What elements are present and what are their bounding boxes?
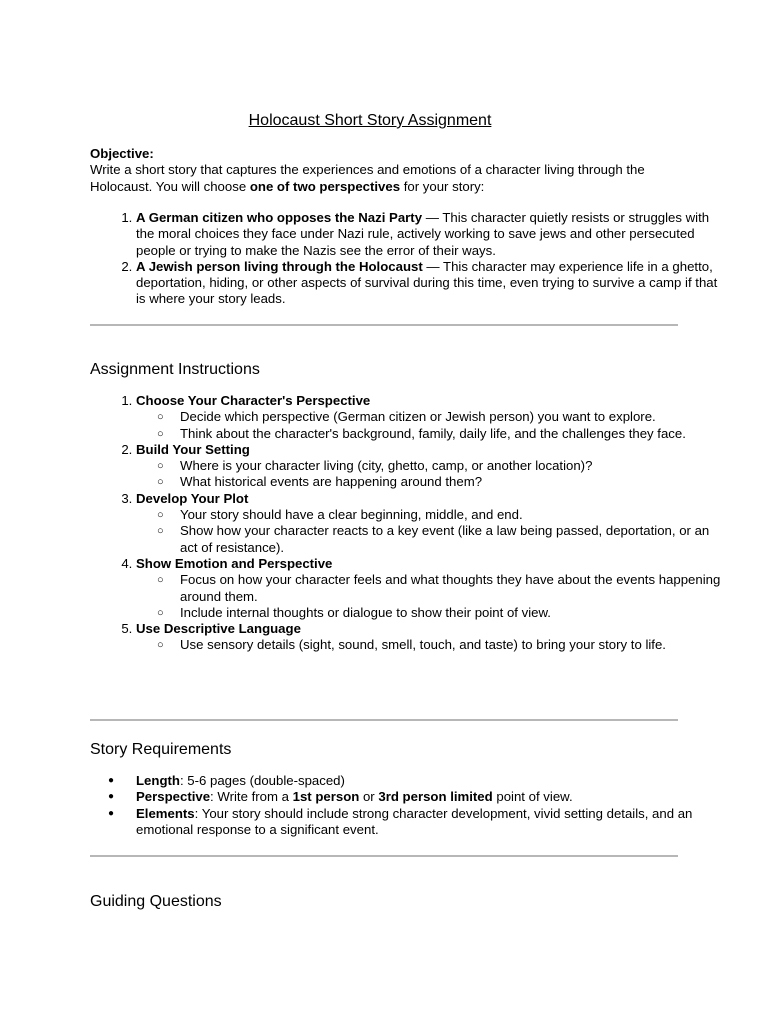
instruction-step-title: Build Your Setting [136,441,250,457]
requirement-label: Perspective [136,789,211,805]
perspective-item-jewish [136,259,726,308]
objective-section [90,146,685,195]
requirement-elements [136,806,728,839]
divider [90,719,678,721]
instruction-sublist [136,409,728,442]
perspective-description: — This character quietly resists or struggles with the moral choices they face under Nazi rule, actively working to save jews and other persecuted people or trying to make the Nazis see the error of their ways. [136,210,710,258]
perspective-description: — This character may experience life in a ghetto, deportation, hiding, or other aspects of survival during this time, even trying to survive a camp if that is where your story leads. [136,258,718,307]
objective-text-emphasis: one of two perspectives [249,178,401,194]
instruction-subitem: ○ What historical events are happening around them? [180,474,728,490]
requirement-emphasis: 3rd person limited [378,789,493,805]
objective-text [90,162,685,195]
instruction-sublist [136,507,728,556]
requirement-label: Length [136,773,180,788]
instruction-subitem: ○ Show how your character reacts to a key event (like a law being passed, deportation, or an act of resistance). [180,523,728,556]
instruction-step-title: Show Emotion and Perspective [136,555,333,571]
requirement-text: point of view. [492,789,573,805]
perspectives-list [90,210,726,308]
requirement-emphasis: 1st person [292,789,360,805]
perspective-title: A Jewish person living through the Holocaust [136,258,423,274]
divider [90,855,678,857]
requirement-text: : Write from a [210,789,293,805]
instruction-step [136,556,728,621]
instruction-subitem: ○ Where is your character living (city, ghetto, camp, or another location)? [180,458,728,474]
document-page [90,0,721,1024]
instruction-sublist [136,458,728,491]
objective-label: Objective: [90,146,154,161]
instruction-step [136,393,728,442]
instruction-step-title: Use Descriptive Language [136,621,301,637]
instruction-step-title: Choose Your Character's Perspective [136,393,371,408]
instruction-sublist [136,637,728,653]
guiding-questions-heading: Guiding Questions [90,893,222,910]
objective-text-start: Write a short story that captures the experiences and emotions of a character living through the Holocaust. You will choose [90,162,645,194]
requirement-label: Elements [136,805,195,821]
requirements-list [90,773,728,838]
instruction-subitem: ○ Focus on how your character feels and what thoughts they have about the events happening around them. [180,572,728,605]
requirements-heading: Story Requirements [90,741,232,758]
instructions-heading: Assignment Instructions [90,361,260,378]
perspective-title: A German citizen who opposes the Nazi Party [136,210,423,225]
instructions-list [90,393,728,654]
requirement-text: or [359,789,379,805]
instruction-step-title: Develop Your Plot [136,490,249,506]
instruction-sublist [136,572,728,621]
instruction-subitem: ○ Your story should have a clear beginning, middle, and end. [180,507,728,523]
divider [90,324,678,326]
instruction-subitem: ○ Include internal thoughts or dialogue to show their point of view. [180,605,728,621]
requirement-text: : Your story should include strong character development, vivid setting details, and an emotional response to a significant event. [136,805,693,837]
instruction-step [136,491,728,556]
perspective-item-german [136,210,726,259]
requirement-text: : 5-6 pages (double-spaced) [179,773,345,788]
instruction-step [136,442,728,491]
instruction-subitem: ○ Think about the character's background, family, daily life, and the challenges they face. [180,426,728,442]
objective-text-end: for your story: [400,178,485,194]
instruction-subitem: ○ Decide which perspective (German citizen or Jewish person) you want to explore. [180,409,728,425]
instruction-subitem: ○ Use sensory details (sight, sound, smell, touch, and taste) to bring your story to life. [180,637,728,653]
instruction-step [136,621,728,654]
requirement-length [136,773,728,789]
requirement-perspective [136,789,728,805]
document-title: Holocaust Short Story Assignment [248,112,492,129]
